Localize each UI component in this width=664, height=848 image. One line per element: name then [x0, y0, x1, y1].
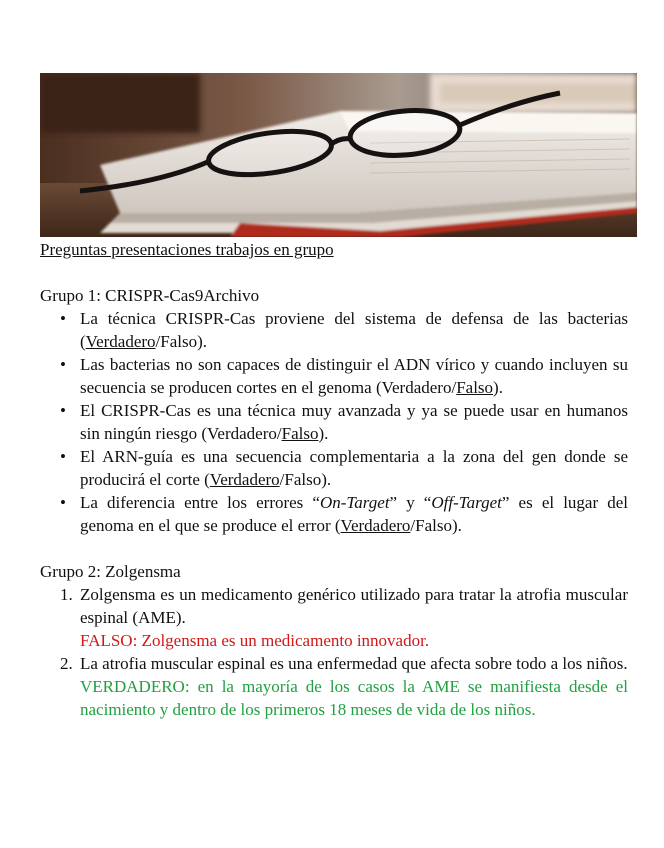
question-text: La atrofia muscular espinal es una enfermedad que afecta sobre todo a los niños.	[80, 654, 628, 673]
true-label: Verdadero	[340, 516, 411, 535]
list-item: • El ARN-guía es una secuencia complementaria a la zona del gen donde se producirá el corte (Verdadero/Falso).	[60, 447, 628, 489]
list-item: • El CRISPR-Cas es una técnica muy avanzada y ya se puede usar en humanos sin ningún riesgo (Verdadero/Falso).	[60, 401, 628, 443]
false-label: Falso	[284, 470, 322, 489]
bullet-icon: •	[60, 401, 66, 420]
off-target-term: Off-Target	[431, 493, 502, 512]
false-label: Falso	[415, 516, 452, 535]
group1-heading: Grupo 1: CRISPR-Cas9Archivo	[40, 286, 260, 305]
true-label: Verdadero	[381, 378, 452, 397]
bullet-icon: •	[60, 493, 66, 512]
group1-question-list	[40, 307, 628, 537]
bullet-icon: •	[60, 447, 66, 466]
answer-false-text: FALSO: Zolgensma es un medicamento innovador.	[80, 631, 430, 650]
document-body	[40, 238, 628, 721]
spacer	[40, 537, 628, 560]
item-number: 2.	[60, 654, 73, 673]
on-target-term: On-Target	[319, 493, 390, 512]
list-item: • Las bacterias no son capaces de distinguir el ADN vírico y cuando incluyen su secuencia se producen cortes en el genoma (Verdadero/Falso).	[60, 355, 628, 397]
list-item	[40, 652, 628, 721]
true-label: Verdadero	[209, 470, 280, 489]
page-title: Preguntas presentaciones trabajos en grupo	[40, 240, 334, 259]
group2-heading: Grupo 2: Zolgensma	[40, 562, 181, 581]
group2-question-list	[40, 583, 628, 721]
false-label: Falso	[160, 332, 198, 351]
spacer	[40, 261, 628, 284]
item-number: 1.	[60, 585, 73, 604]
bullet-icon: •	[60, 355, 66, 374]
true-label: Verdadero	[207, 424, 277, 443]
glasses-on-open-book-photo	[40, 73, 637, 237]
bullet-icon: •	[60, 309, 66, 328]
true-label: Verdadero	[85, 332, 156, 351]
false-label: Falso	[281, 424, 319, 443]
false-label: Falso	[456, 378, 494, 397]
answer-true-text: VERDADERO: en la mayoría de los casos la AME se manifiesta desde el nacimiento y dentro de los primeros 18 meses de vida de los niños.	[80, 677, 628, 719]
header-photo	[40, 73, 637, 237]
question-text: Zolgensma es un medicamento genérico utilizado para tratar la atrofia muscular espinal (AME).	[80, 585, 628, 627]
list-item: • La técnica CRISPR-Cas proviene del sistema de defensa de las bacterias (Verdadero/Falso).	[60, 309, 628, 351]
list-item	[40, 583, 628, 652]
list-item: • La diferencia entre los errores “On-Target” y “Off-Target” es el lugar del genoma en el que se produce el error (Verdadero/Falso).	[60, 493, 628, 535]
